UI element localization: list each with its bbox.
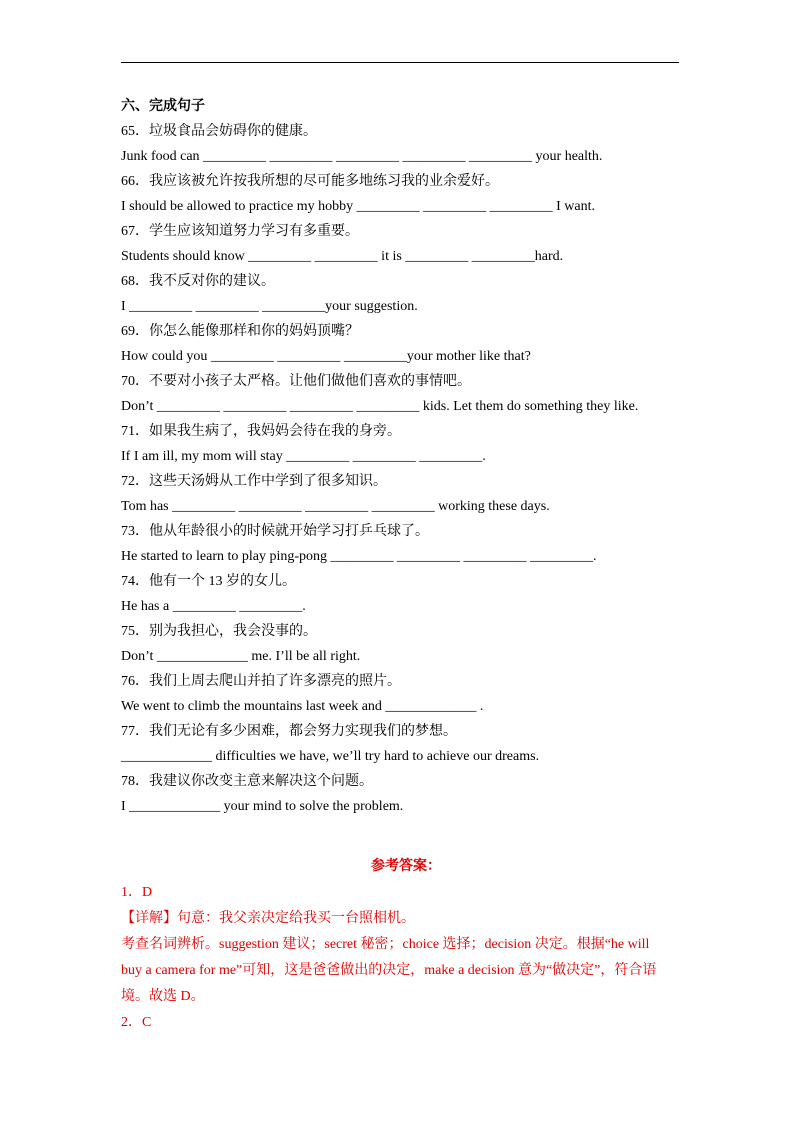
answer-2: 2．C	[121, 1015, 152, 1030]
answer-1-explanation-line-1: 考查名词辨析。suggestion 建议；secret 秘密；choice 选择；decision 决定。根据“he will	[121, 937, 650, 952]
question-75-zh: 75．别为我担心，我会没事的。	[121, 624, 317, 639]
question-72-zh: 72．这些天汤姆从工作中学到了很多知识。	[121, 474, 387, 489]
answer-key	[121, 856, 691, 1036]
answer-1-explanation-line-2: buy a camera for me”可知，这是爸爸做出的决定，make a decision 意为“做决定”，符合语	[121, 963, 657, 978]
question-74-zh: 74．他有一个 13 岁的女儿。	[121, 574, 296, 589]
question-77-zh: 77．我们无论有多少困难，都会努力实现我们的梦想。	[121, 724, 457, 739]
question-78-en: I _____________ your mind to solve the problem.	[121, 799, 404, 814]
answer-1-detail: 【详解】句意：我父亲决定给我买一台照相机。	[121, 911, 415, 926]
question-65-en: Junk food can _________ _________ _________ _________ _________ your health.	[121, 149, 603, 164]
header-rule	[121, 62, 679, 63]
question-73-zh: 73．他从年龄很小的时候就开始学习打乒乓球了。	[121, 524, 429, 539]
question-76-en: We went to climb the mountains last week and _____________ .	[121, 699, 484, 714]
question-69-en: How could you _________ _________ _________your mother like that?	[121, 349, 531, 364]
answer-1-explanation-line-3: 境。故选 D。	[121, 989, 205, 1004]
question-70-en: Don’t _________ _________ _________ _________ kids. Let them do something they like.	[121, 399, 639, 414]
answer-key-title: 参考答案：	[371, 859, 441, 874]
section-title: 六、完成句子	[121, 99, 205, 114]
question-66-zh: 66．我应该被允许按我所想的尽可能多地练习我的业余爱好。	[121, 174, 499, 189]
answer-1: 1．D	[121, 885, 153, 900]
question-69-zh: 69．你怎么能像那样和你的妈妈顶嘴？	[121, 324, 359, 339]
question-78-zh: 78．我建议你改变主意来解决这个问题。	[121, 774, 373, 789]
question-76-zh: 76．我们上周去爬山并拍了许多漂亮的照片。	[121, 674, 401, 689]
question-72-en: Tom has _________ _________ _________ _________ working these days.	[121, 499, 550, 514]
question-65-zh: 65．垃圾食品会妨碍你的健康。	[121, 124, 317, 139]
question-68-en: I _________ _________ _________your suggestion.	[121, 299, 418, 314]
question-77-en: _____________ difficulties we have, we’ll try hard to achieve our dreams.	[121, 749, 540, 764]
question-66-en: I should be allowed to practice my hobby _________ _________ _________ I want.	[121, 199, 595, 214]
question-73-en: He started to learn to play ping-pong _________ _________ _________ _________.	[121, 549, 597, 564]
exercise-section	[121, 94, 691, 819]
question-71-zh: 71．如果我生病了，我妈妈会待在我的身旁。	[121, 424, 401, 439]
question-68-zh: 68．我不反对你的建议。	[121, 274, 275, 289]
question-67-zh: 67．学生应该知道努力学习有多重要。	[121, 224, 359, 239]
question-75-en: Don’t _____________ me. I’ll be all right.	[121, 649, 361, 664]
question-67-en: Students should know _________ _________ it is _________ _________hard.	[121, 249, 564, 264]
question-74-en: He has a _________ _________.	[121, 599, 306, 614]
question-71-en: If I am ill, my mom will stay _________ _________ _________.	[121, 449, 486, 464]
question-70-zh: 70．不要对小孩子太严格。让他们做他们喜欢的事情吧。	[121, 374, 471, 389]
